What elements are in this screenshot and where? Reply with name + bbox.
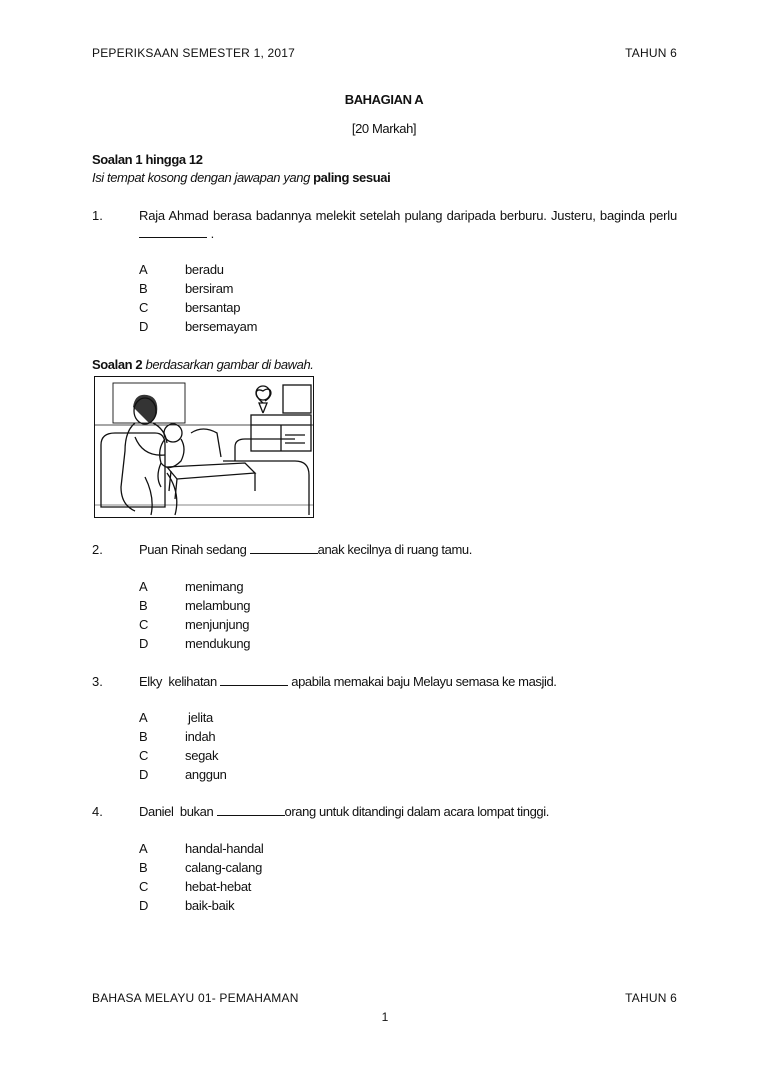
option-letter: C xyxy=(139,748,149,763)
question-number: 3. xyxy=(92,674,103,689)
option-letter: D xyxy=(139,898,149,913)
answer-blank xyxy=(250,542,318,554)
illustration-mother-holding-baby xyxy=(94,376,314,518)
footer-year: TAHUN 6 xyxy=(625,991,677,1005)
option-text: jelita xyxy=(188,710,213,725)
question-number: 1. xyxy=(92,208,103,223)
instruction-range: Soalan 1 hingga 12 xyxy=(92,152,203,167)
living-room-drawing xyxy=(95,377,313,517)
question-2-text: Puan Rinah sedang anak kecilnya di ruang tamu. xyxy=(139,542,472,557)
option-letter: C xyxy=(139,617,149,632)
option-text: mendukung xyxy=(185,636,251,651)
page-number: 1 xyxy=(381,1010,389,1024)
answer-blank xyxy=(139,226,207,238)
option-letter: B xyxy=(139,281,148,296)
option-text: anggun xyxy=(185,767,227,782)
option-letter: B xyxy=(139,729,148,744)
footer-subject: BAHASA MELAYU 01- PEMAHAMAN xyxy=(92,991,299,1005)
option-text: segak xyxy=(185,748,219,763)
option-text: baik-baik xyxy=(185,898,235,913)
option-letter: A xyxy=(139,710,148,725)
option-letter: A xyxy=(139,841,148,856)
answer-blank xyxy=(220,674,288,686)
option-text: indah xyxy=(185,729,216,744)
option-text: calang-calang xyxy=(185,860,263,875)
option-text: hebat-hebat xyxy=(185,879,252,894)
section-marks: [20 Markah] xyxy=(351,121,417,136)
option-text: bersemayam xyxy=(185,319,258,334)
picture-caption: Soalan 2 berdasarkan gambar di bawah. xyxy=(92,357,314,372)
option-letter: C xyxy=(139,879,149,894)
question-number: 2. xyxy=(92,542,103,557)
option-text: bersiram xyxy=(185,281,234,296)
question-number: 4. xyxy=(92,804,103,819)
option-text: handal-handal xyxy=(185,841,264,856)
option-letter: D xyxy=(139,636,149,651)
option-letter: D xyxy=(139,319,149,334)
option-letter: A xyxy=(139,579,148,594)
option-letter: B xyxy=(139,860,148,875)
option-text: beradu xyxy=(185,262,224,277)
question-3-text: Elky kelihatan apabila memakai baju Melayu semasa ke masjid. xyxy=(139,674,557,689)
option-letter: A xyxy=(139,262,148,277)
option-text: melambung xyxy=(185,598,251,613)
option-text: menjunjung xyxy=(185,617,250,632)
instruction-text: Isi tempat kosong dengan jawapan yang paling sesuai xyxy=(92,170,391,185)
option-letter: C xyxy=(139,300,149,315)
option-text: bersantap xyxy=(185,300,241,315)
header-exam-title: PEPERIKSAAN SEMESTER 1, 2017 xyxy=(92,46,296,60)
option-text: menimang xyxy=(185,579,244,594)
answer-blank xyxy=(217,804,285,816)
section-title: BAHAGIAN A xyxy=(344,92,424,107)
option-letter: B xyxy=(139,598,148,613)
question-1-blank-line: . xyxy=(139,226,214,241)
question-1-text: Raja Ahmad berasa badannya melekit setelah pulang daripada berburu. Justeru, baginda perlu xyxy=(139,208,677,223)
header-year: TAHUN 6 xyxy=(625,46,677,60)
question-4-text: Daniel bukan orang untuk ditandingi dalam acara lompat tinggi. xyxy=(139,804,549,819)
option-letter: D xyxy=(139,767,149,782)
